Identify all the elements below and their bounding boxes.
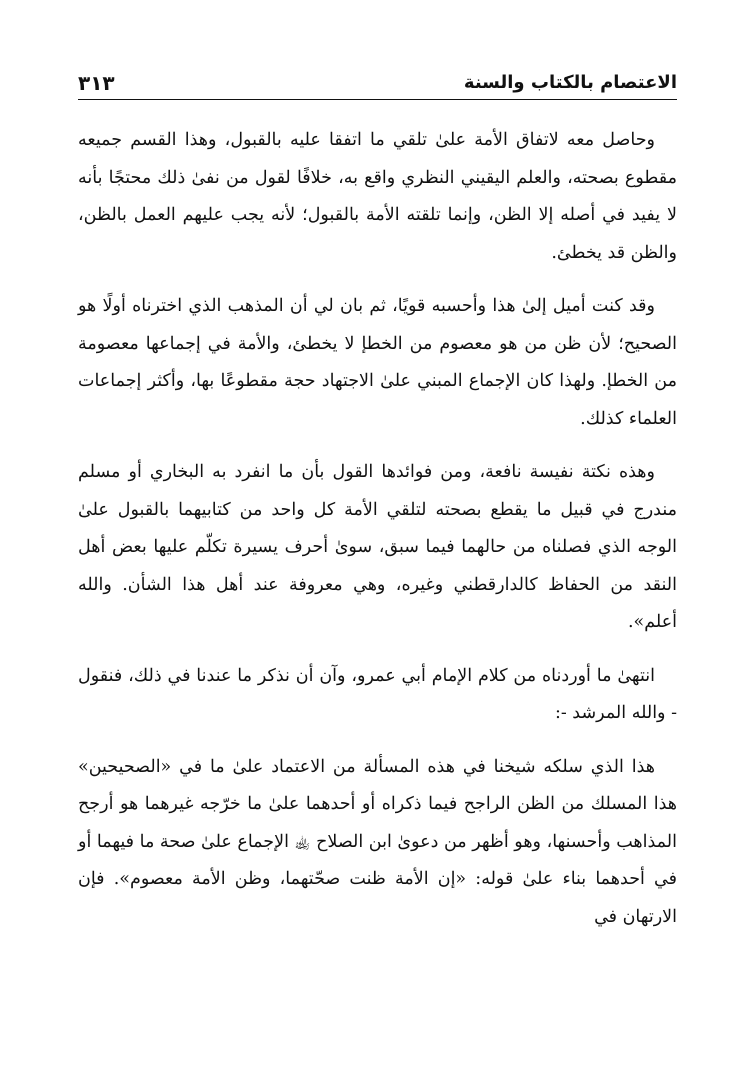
paragraph-2: وقد كنت أميل إلىٰ هذا وأحسبه قويًا، ثم بان لي أن المذهب الذي اخترناه أولًا هو الصحيح؛ لأن ظن من هو معصوم من الخطإ لا يخطئ، والأمة في إجماعها معصومة من الخطإ. ولهذا كان الإجماع المبني علىٰ الاجتهاد حجة مقطوعًا بها، وأكثر إجماعات العلماء كذلك.	[78, 296, 677, 429]
running-header	[78, 58, 677, 94]
paragraph-5: هذا الذي سلكه شيخنا في هذه المسألة من الاعتماد علىٰ ما في «الصحيحين» هذا المسلك من الظن الراجح فيما ذكراه أو أحدهما علىٰ ما خرّجه غيرهما هو أرجح المذاهب وأحسنها، وهو أظهر من دعوىٰ ابن الصلاح ﵀ الإجماع علىٰ صحة ما فيهما أو في أحدهما بناء علىٰ قوله: «إن الأمة ظنت صحّتهما، وظن الأمة معصوم». فإن الارتهان في	[78, 756, 677, 927]
header-divider	[78, 99, 677, 100]
body-text	[78, 122, 677, 936]
page-number: ٣١٣	[78, 71, 115, 95]
running-title: الاعتصام بالكتاب والسنة	[463, 72, 677, 93]
paragraph-1: وحاصل معه لاتفاق الأمة علىٰ تلقي ما اتفقا عليه بالقبول، وهذا القسم جميعه مقطوع بصحته، والعلم اليقيني النظري واقع به، خلافًا لقول من نفىٰ ذلك محتجًا بأنه لا يفيد في أصله إلا الظن، وإنما تلقته الأمة بالقبول؛ لأنه يجب عليهم العمل بالظن، والظن قد يخطئ.	[78, 130, 677, 263]
paragraph-3: وهذه نكتة نفيسة نافعة، ومن فوائدها القول بأن ما انفرد به البخاري أو مسلم مندرج في قبيل ما يقطع بصحته لتلقي الأمة كل واحد من كتابيهما بالقبول علىٰ الوجه الذي فصلناه من حالهما فيما سبق، سوىٰ أحرف يسيرة تكلّم عليها بعض أهل النقد من الحفاظ كالدارقطني وغيره، وهي معروفة عند أهل هذا الشأن. والله أعلم».	[78, 462, 677, 632]
paragraph-4: انتهىٰ ما أوردناه من كلام الإمام أبي عمرو، وآن أن نذكر ما عندنا في ذلك، فنقول - والله المرشد -:	[78, 665, 677, 723]
